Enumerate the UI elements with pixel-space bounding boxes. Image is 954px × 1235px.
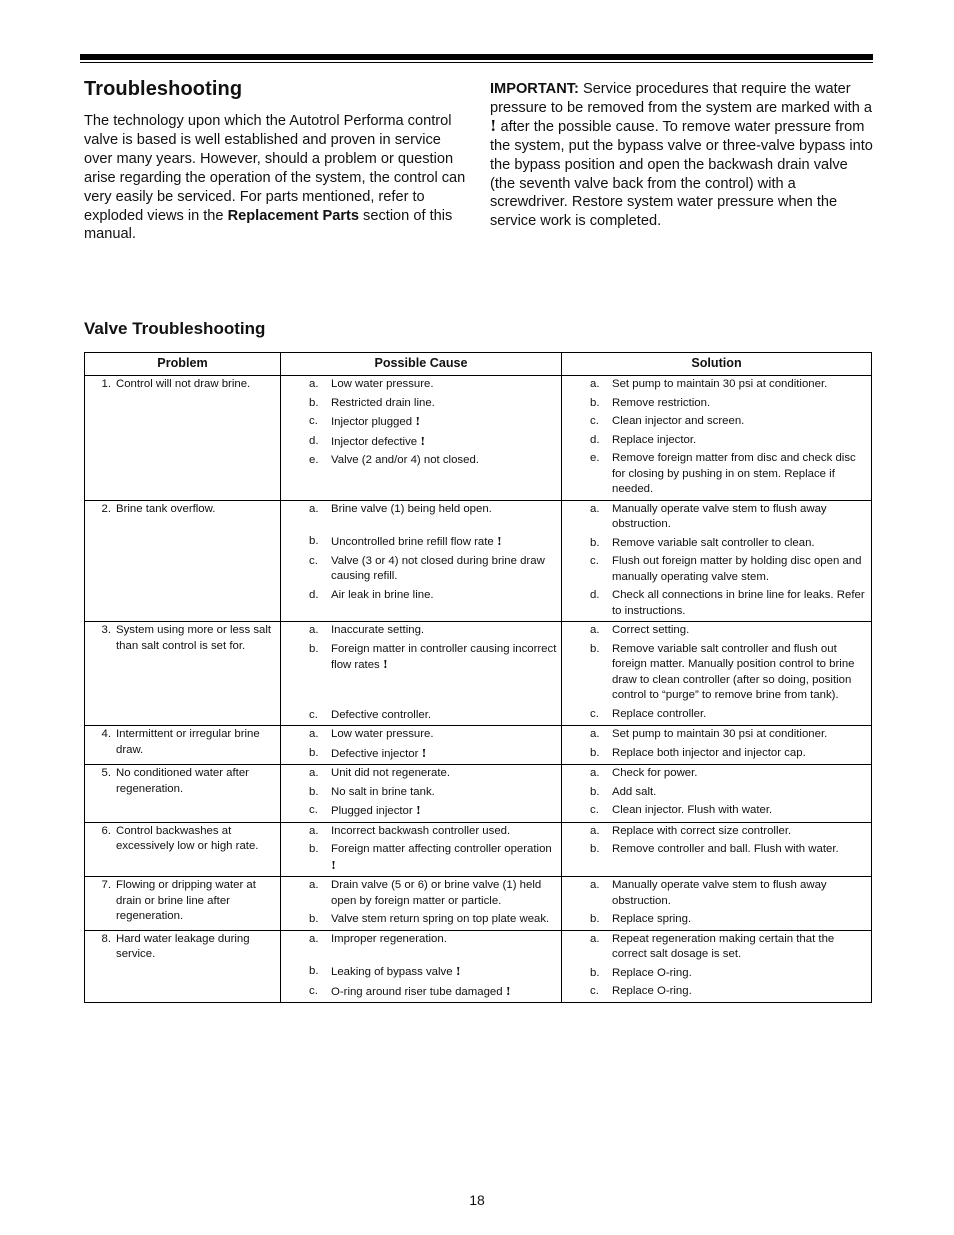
solution-text-wrap: [612, 727, 869, 743]
solution-item: [562, 396, 869, 412]
problem-cell: [85, 376, 281, 501]
solution-text-wrap: [612, 588, 869, 619]
solution-letter: e.: [590, 452, 600, 464]
cause-text: Injector defective: [331, 435, 418, 448]
solution-item: [562, 746, 869, 762]
solution-letter: a.: [590, 879, 600, 891]
table-row: [85, 376, 872, 501]
solution-item: [562, 966, 869, 982]
cause-cell: [281, 765, 562, 823]
pressure-warning-mark: !: [415, 414, 421, 428]
solution-text-wrap: [612, 707, 869, 723]
cause-item: [281, 434, 559, 451]
solution-item: [562, 642, 869, 704]
solution-cell: [562, 765, 872, 823]
solution-text-wrap: [612, 396, 869, 412]
solution-item: [562, 803, 869, 819]
cause-letter: b.: [309, 535, 319, 547]
cause-letter: a.: [309, 624, 319, 636]
solution-letter: b.: [590, 913, 600, 925]
solution-text: Replace with correct size controller.: [612, 824, 792, 837]
cause-item: [281, 766, 559, 782]
cause-letter: a.: [309, 824, 319, 837]
table-row: [85, 930, 872, 1003]
cause-text-wrap: [331, 824, 559, 840]
solution-item: [562, 912, 869, 928]
problem-entry: [85, 622, 280, 656]
cause-text-wrap: [331, 878, 559, 909]
solution-item: [562, 451, 869, 498]
solution-text-wrap: [612, 536, 869, 552]
cause-cell: [281, 726, 562, 765]
cause-letter: b.: [309, 913, 319, 925]
pressure-warning-mark: !: [505, 983, 511, 998]
cause-cell: [281, 622, 562, 726]
cause-text-wrap: [331, 727, 559, 743]
solution-letter: b.: [590, 966, 600, 979]
cause-letter: b.: [309, 642, 319, 655]
cause-item: [281, 824, 559, 840]
solution-letter: a.: [590, 728, 600, 740]
problem-cell: [85, 726, 281, 765]
important-text-2: after the possible cause. To remove water pressure from the system, put the bypass valve or three-valve bypass into the bypass position and open the backwash drain valve (the seventh valve back from the control) with a screwdriver. Restore system water pressure when the service work is completed.: [490, 118, 873, 230]
cause-letter: d.: [309, 588, 319, 601]
cause-text-wrap: [331, 534, 559, 551]
cause-text-wrap: [331, 766, 559, 782]
problem-number: 2.: [101, 502, 111, 515]
important-mark: !: [490, 117, 497, 135]
section-title: Valve Troubleshooting: [84, 319, 266, 338]
solution-cell: [562, 376, 872, 501]
solution-text-wrap: [612, 803, 869, 819]
cause-text: Plugged injector: [331, 805, 413, 817]
solution-text: Replace injector.: [612, 433, 697, 446]
cause-text: Air leak in brine line.: [331, 588, 434, 601]
solution-letter: a.: [590, 502, 600, 515]
solution-item: [562, 433, 869, 449]
solution-text-wrap: [612, 932, 869, 963]
cause-item: [281, 502, 559, 518]
cause-text: O-ring around riser tube damaged: [331, 985, 503, 998]
table-row: [85, 622, 872, 726]
cause-cell: [281, 500, 562, 622]
solution-text-wrap: [612, 502, 869, 533]
solution-item: [562, 414, 869, 430]
cause-item: [281, 932, 559, 948]
solution-text: Clean injector. Flush with water.: [612, 804, 773, 816]
cause-item: [281, 912, 559, 928]
cause-text-wrap: [331, 434, 559, 451]
cause-item: [281, 414, 559, 431]
cause-item: [281, 453, 559, 469]
cause-item: [281, 534, 559, 551]
intro-bold-ref: Replacement Parts: [227, 207, 359, 224]
solution-text: Remove controller and ball. Flush with water.: [612, 843, 839, 855]
solution-cell: [562, 930, 872, 1003]
solution-text-wrap: [612, 746, 869, 762]
problem-cell: [85, 877, 281, 931]
solution-text: Replace O-ring.: [612, 966, 692, 979]
solution-letter: c.: [590, 985, 599, 997]
solution-cell: [562, 500, 872, 622]
problem-text: System using more or less salt than salt control is set for.: [116, 624, 272, 652]
solution-text-wrap: [612, 824, 869, 840]
table-row: [85, 765, 872, 823]
problem-text: Control will not draw brine.: [116, 378, 251, 390]
solution-text: Manually operate valve stem to flush away obstruction.: [612, 502, 827, 530]
cause-letter: c.: [309, 708, 318, 721]
problem-entry: [85, 823, 280, 857]
cause-text-wrap: [331, 785, 559, 801]
solution-letter: c.: [590, 415, 599, 427]
solution-text: Replace spring.: [612, 913, 692, 925]
solution-item: [562, 785, 869, 801]
solution-text: Remove variable salt controller to clean.: [612, 536, 815, 549]
solution-item: [562, 502, 869, 533]
cause-text-wrap: [331, 912, 559, 928]
page-number: 18: [469, 1192, 485, 1208]
cause-text: Inaccurate setting.: [331, 624, 425, 636]
cause-letter: b.: [309, 746, 319, 759]
problem-text: Brine tank overflow.: [116, 502, 216, 515]
solution-letter: a.: [590, 378, 600, 390]
solution-item: [562, 932, 869, 963]
cause-text-wrap: [331, 502, 559, 518]
solution-letter: b.: [590, 785, 600, 798]
cause-text-wrap: [331, 984, 559, 1001]
solution-letter: b.: [590, 396, 600, 409]
cause-text-wrap: [331, 932, 559, 948]
solution-letter: a.: [590, 624, 600, 636]
cause-text: Incorrect backwash controller used.: [331, 824, 511, 837]
cause-letter: c.: [309, 804, 318, 816]
cause-text: Improper regeneration.: [331, 932, 447, 945]
solution-text: Correct setting.: [612, 624, 690, 636]
solution-text: Set pump to maintain 30 psi at conditioner.: [612, 378, 828, 390]
solution-text-wrap: [612, 433, 869, 449]
problem-entry: [85, 726, 280, 760]
cause-letter: a.: [309, 502, 319, 515]
cause-letter: c.: [309, 984, 318, 997]
important-paragraph: [490, 80, 875, 231]
important-text-1: Service procedures that require the water pressure to be removed from the system are marked with a: [490, 81, 873, 116]
solution-item: [562, 878, 869, 909]
solution-item: [562, 984, 869, 1000]
cause-text-wrap: [331, 708, 559, 724]
intro-tail: section of this manual.: [84, 207, 453, 243]
table-row: [85, 877, 872, 931]
problem-entry: [85, 765, 280, 799]
cause-item: [281, 396, 559, 412]
problem-text: No conditioned water after regeneration.: [116, 767, 249, 795]
cause-text-wrap: [331, 377, 559, 393]
problem-text: Intermittent or irregular brine draw.: [116, 728, 260, 756]
cause-text-wrap: [331, 842, 559, 874]
solution-text: Repeat regeneration making certain that the correct salt dosage is set.: [612, 932, 835, 960]
solution-letter: b.: [590, 642, 600, 655]
cause-text: Defective controller.: [331, 708, 432, 721]
solution-item: [562, 588, 869, 619]
cause-text-wrap: [331, 964, 559, 981]
pressure-warning-mark: !: [420, 433, 426, 448]
cause-item: [281, 708, 559, 724]
problem-number: 8.: [101, 932, 111, 945]
cause-text: Foreign matter affecting controller operation: [331, 843, 552, 855]
problem-cell: [85, 500, 281, 622]
cause-cell: [281, 822, 562, 877]
cause-text: Valve (2 and/or 4) not closed.: [331, 454, 479, 466]
cause-letter: c.: [309, 415, 318, 427]
solution-text: Replace controller.: [612, 707, 707, 720]
cause-text: Drain valve (5 or 6) or brine valve (1) held open by foreign matter or particle.: [331, 879, 542, 907]
cause-letter: a.: [309, 378, 319, 390]
cause-item: [281, 842, 559, 874]
cause-item: [281, 964, 559, 981]
top-rule-thin: [80, 62, 873, 63]
solution-text: Add salt.: [612, 785, 657, 798]
solution-item: [562, 824, 869, 840]
solution-letter: b.: [590, 746, 600, 759]
solution-cell: [562, 726, 872, 765]
cause-text-wrap: [331, 623, 559, 639]
solution-cell: [562, 822, 872, 877]
problem-entry: [85, 501, 280, 520]
intro-text: The technology upon which the Autotrol Performa control valve is based is well established and proven in service over many years. However, should a problem or question arise regarding the operation of the system, the control can very easily be serviced. For parts mentioned, refer to exploded views in the: [84, 113, 466, 224]
solution-text-wrap: [612, 377, 869, 393]
problem-number: 3.: [101, 624, 111, 636]
table-row: [85, 726, 872, 765]
header-possible-cause: Possible Cause: [281, 353, 562, 376]
solution-letter: c.: [590, 707, 599, 720]
cause-item: [281, 984, 559, 1001]
top-rule: [80, 54, 873, 60]
cause-letter: b.: [309, 965, 319, 977]
solution-text: Set pump to maintain 30 psi at conditioner.: [612, 728, 828, 740]
cause-item: [281, 588, 559, 604]
solution-text-wrap: [612, 842, 869, 858]
solution-text: Check all connections in brine line for leaks. Refer to instructions.: [612, 589, 865, 617]
cause-text-wrap: [331, 554, 559, 585]
solution-text: Check for power.: [612, 767, 698, 779]
solution-letter: b.: [590, 536, 600, 549]
solution-letter: a.: [590, 824, 600, 837]
cause-text: Leaking of bypass valve: [331, 966, 453, 978]
problem-entry: [85, 376, 280, 395]
problem-cell: [85, 930, 281, 1003]
table-header-row: [85, 353, 872, 376]
solution-text: Replace both injector and injector cap.: [612, 746, 806, 759]
cause-item: [281, 746, 559, 763]
cause-item: [281, 803, 559, 820]
cause-letter: a.: [309, 728, 319, 740]
cause-letter: b.: [309, 396, 319, 409]
pressure-warning-mark: !: [421, 745, 427, 760]
problem-number: 4.: [101, 728, 111, 740]
solution-item: [562, 554, 869, 585]
problem-cell: [85, 765, 281, 823]
solution-item: [562, 536, 869, 552]
solution-text-wrap: [612, 766, 869, 782]
solution-cell: [562, 877, 872, 931]
solution-letter: c.: [590, 555, 599, 567]
cause-text: Uncontrolled brine refill flow rate: [331, 536, 494, 548]
cause-text: Low water pressure.: [331, 378, 434, 390]
solution-text: Remove foreign matter from disc and check disc for closing by pushing in on stem. Replace if needed.: [612, 452, 856, 495]
page-title: Troubleshooting: [84, 78, 243, 100]
cause-text: Foreign matter in controller causing incorrect flow rates: [331, 642, 557, 671]
solution-text-wrap: [612, 878, 869, 909]
problem-entry: [85, 931, 280, 965]
cause-item: [281, 642, 559, 674]
solution-text-wrap: [612, 785, 869, 801]
cause-text: Restricted drain line.: [331, 396, 435, 409]
cause-text: Low water pressure.: [331, 728, 434, 740]
cause-text: Injector plugged: [331, 416, 413, 428]
problem-cell: [85, 822, 281, 877]
solution-letter: a.: [590, 932, 600, 945]
solution-text-wrap: [612, 642, 869, 704]
header-problem: Problem: [85, 353, 281, 376]
solution-letter: c.: [590, 804, 599, 816]
cause-letter: d.: [309, 434, 319, 447]
solution-text: Flush out foreign matter by holding disc open and manually operating valve stem.: [612, 555, 862, 583]
pressure-warning-mark: !: [496, 534, 502, 548]
solution-item: [562, 727, 869, 743]
cause-text-wrap: [331, 453, 559, 469]
cause-letter: a.: [309, 932, 319, 945]
cause-text-wrap: [331, 746, 559, 763]
cause-item: [281, 727, 559, 743]
cause-text-wrap: [331, 588, 559, 604]
important-label: IMPORTANT:: [490, 81, 579, 97]
solution-text: Clean injector and screen.: [612, 415, 745, 427]
cause-text: Valve stem return spring on top plate weak.: [331, 913, 550, 925]
cause-text-wrap: [331, 414, 559, 431]
troubleshooting-table: [84, 352, 872, 1003]
header-solution: Solution: [562, 353, 872, 376]
cause-item: [281, 623, 559, 639]
cause-letter: b.: [309, 843, 319, 855]
cause-text-wrap: [331, 803, 559, 820]
table-row: [85, 822, 872, 877]
cause-text: Brine valve (1) being held open.: [331, 502, 492, 515]
pressure-warning-mark: !: [382, 657, 388, 671]
cause-letter: b.: [309, 785, 319, 798]
cause-letter: a.: [309, 879, 319, 891]
solution-item: [562, 623, 869, 639]
cause-text: Defective injector: [331, 747, 419, 760]
solution-text: Manually operate valve stem to flush away obstruction.: [612, 879, 827, 907]
problem-text: Hard water leakage during service.: [116, 932, 250, 960]
problem-entry: [85, 877, 280, 927]
solution-text-wrap: [612, 623, 869, 639]
cause-text: No salt in brine tank.: [331, 785, 435, 798]
pressure-warning-mark: !: [331, 857, 337, 872]
problem-number: 1.: [101, 378, 111, 390]
cause-text-wrap: [331, 642, 559, 674]
table-body: [85, 376, 872, 1003]
solution-item: [562, 377, 869, 393]
problem-number: 6.: [101, 824, 111, 837]
solution-text: Remove restriction.: [612, 396, 711, 409]
problem-cell: [85, 622, 281, 726]
cause-letter: a.: [309, 767, 319, 779]
solution-text-wrap: [612, 984, 869, 1000]
solution-cell: [562, 622, 872, 726]
solution-text: Remove variable salt controller and flush out foreign matter. Manually position control to brine draw to clean controller (after so doing, position control to “purge” to remove brine from tank).: [612, 642, 855, 701]
cause-cell: [281, 376, 562, 501]
solution-text: Replace O-ring.: [612, 985, 692, 997]
problem-text: Flowing or dripping water at drain or brine line after regeneration.: [116, 879, 256, 922]
solution-item: [562, 707, 869, 723]
solution-letter: a.: [590, 767, 600, 779]
problem-number: 5.: [101, 767, 111, 779]
cause-text-wrap: [331, 396, 559, 412]
cause-cell: [281, 930, 562, 1003]
solution-text-wrap: [612, 966, 869, 982]
solution-item: [562, 842, 869, 858]
solution-text-wrap: [612, 451, 869, 498]
pressure-warning-mark: !: [455, 964, 461, 978]
problem-number: 7.: [101, 879, 111, 891]
intro-paragraph: [84, 112, 469, 244]
pressure-warning-mark: !: [415, 803, 421, 817]
cause-item: [281, 785, 559, 801]
solution-letter: d.: [590, 589, 600, 601]
cause-letter: e.: [309, 454, 319, 466]
solution-text-wrap: [612, 912, 869, 928]
cause-item: [281, 377, 559, 393]
problem-text: Control backwashes at excessively low or high rate.: [116, 824, 259, 852]
cause-text: Unit did not regenerate.: [331, 767, 451, 779]
solution-item: [562, 766, 869, 782]
cause-item: [281, 878, 559, 909]
solution-letter: d.: [590, 433, 600, 446]
cause-cell: [281, 877, 562, 931]
solution-letter: b.: [590, 843, 600, 855]
table-row: [85, 500, 872, 622]
cause-letter: c.: [309, 554, 318, 567]
cause-item: [281, 554, 559, 585]
solution-text-wrap: [612, 554, 869, 585]
solution-text-wrap: [612, 414, 869, 430]
cause-text: Valve (3 or 4) not closed during brine draw causing refill.: [331, 554, 545, 582]
